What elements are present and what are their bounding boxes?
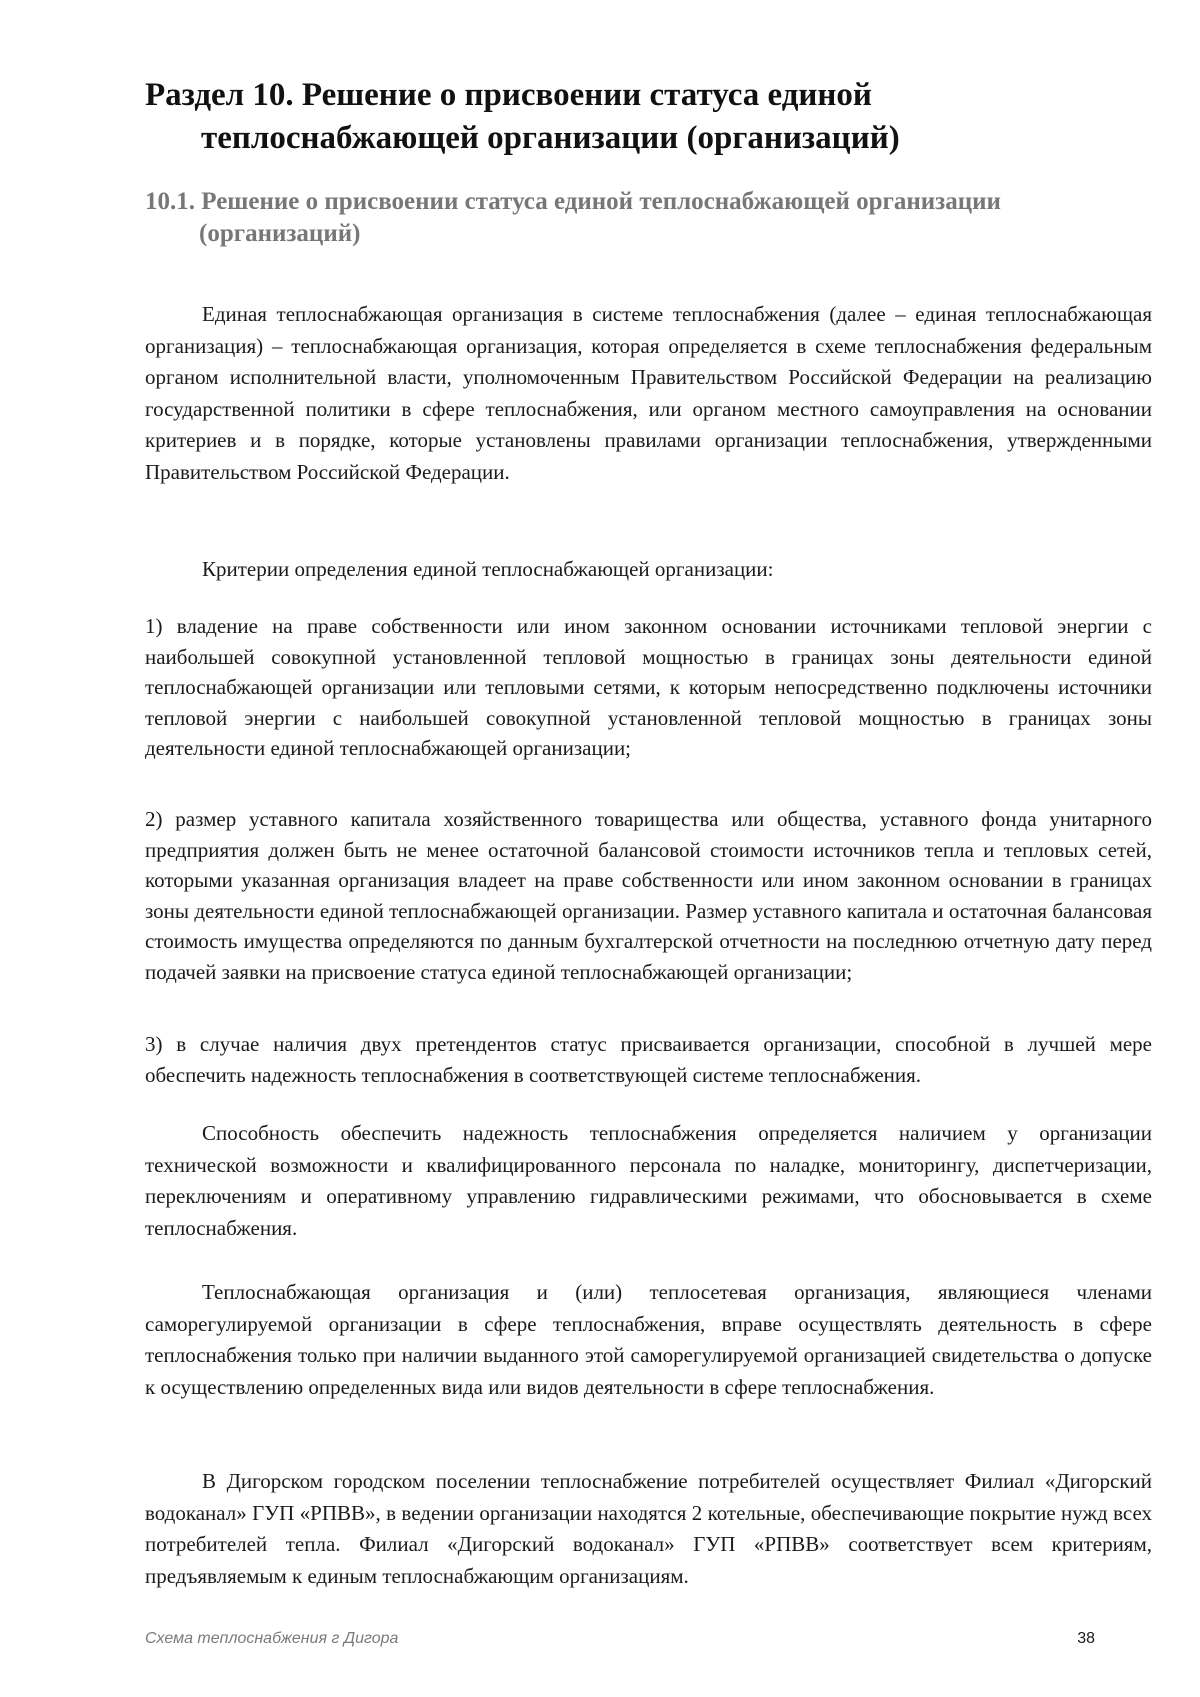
sro-paragraph: Теплоснабжающая организация и (или) теплосетевая организация, являющиеся членами саморегулируемой организации в сфере теплоснабжения, вправе осуществлять деятельность в сфере теплоснабжения только при наличии выданного этой саморегулируемой организацией свидетельства о допуске к осуществлению определенных вида или видов деятельности в сфере теплоснабжения.	[145, 1280, 1152, 1399]
criteria-intro-paragraph: Критерии определения единой теплоснабжающей организации:	[202, 557, 774, 581]
criterion-1-paragraph: 1) владение на праве собственности или ином законном основании источниками тепловой энергии с наибольшей совокупной установленной тепловой мощностью в границах зоны деятельности единой теплоснабжающей организации или тепловыми сетями, к которым непосредственно подключены источники тепловой энергии с наибольшей совокупной установленной тепловой мощностью в границах зоны деятельности единой теплоснабжающей организации;	[145, 614, 1152, 760]
subsection-heading-line-1: 10.1. Решение о присвоении статуса единой теплоснабжающей организации	[145, 188, 1001, 215]
section-heading-line-2: теплоснабжающей организации (организаций)	[201, 120, 900, 156]
subsection-heading	[145, 186, 1135, 250]
footer-page-number: 38	[1077, 1630, 1095, 1647]
reliability-paragraph: Способность обеспечить надежность теплоснабжения определяется наличием у организации технической возможности и квалифицированного персонала по наладке, мониторингу, диспетчеризации, переключениям и оперативному управлению гидравлическими режимами, что обосновывается в схеме теплоснабжения.	[145, 1121, 1152, 1240]
section-heading-line-1: Раздел 10. Решение о присвоении статуса единой	[145, 77, 872, 113]
section-heading	[145, 74, 1075, 160]
digora-paragraph: В Дигорском городском поселении теплоснабжение потребителей осуществляет Филиал «Дигорский водоканал» ГУП «РПВВ», в ведении организации находятся 2 котельные, обеспечивающие покрытие нужд всех потребителей тепла. Филиал «Дигорский водоканал» ГУП «РПВВ» соответствует всем критериям, предъявляемым к единым теплоснабжающим организациям.	[145, 1469, 1152, 1588]
footer-document-title: Схема теплоснабжения г Дигора	[145, 1630, 399, 1647]
definition-paragraph: Единая теплоснабжающая организация в системе теплоснабжения (далее – единая теплоснабжающая организация) – теплоснабжающая организация, которая определяется в схеме теплоснабжения федеральным органом исполнительной власти, уполномоченным Правительством Российской Федерации на реализацию государственной политики в сфере теплоснабжения, или органом местного самоуправления на основании критериев и в порядке, которые установлены правилами организации теплоснабжения, утвержденными Правительством Российской Федерации.	[145, 302, 1152, 484]
criterion-3-paragraph: 3) в случае наличия двух претендентов статус присваивается организации, способной в лучшей мере обеспечить надежность теплоснабжения в соответствующей системе теплоснабжения.	[145, 1032, 1152, 1087]
criterion-2-paragraph: 2) размер уставного капитала хозяйственного товарищества или общества, уставного фонда унитарного предприятия должен быть не менее остаточной балансовой стоимости источников тепла и тепловых сетей, которыми указанная организация владеет на праве собственности или ином законном основании в границах зоны деятельности единой теплоснабжающей организации. Размер уставного капитала и остаточная балансовая стоимость имущества определяются по данным бухгалтерской отчетности на последнюю отчетную дату перед подачей заявки на присвоение статуса единой теплоснабжающей организации;	[145, 807, 1152, 984]
subsection-heading-line-2: (организаций)	[199, 220, 361, 247]
